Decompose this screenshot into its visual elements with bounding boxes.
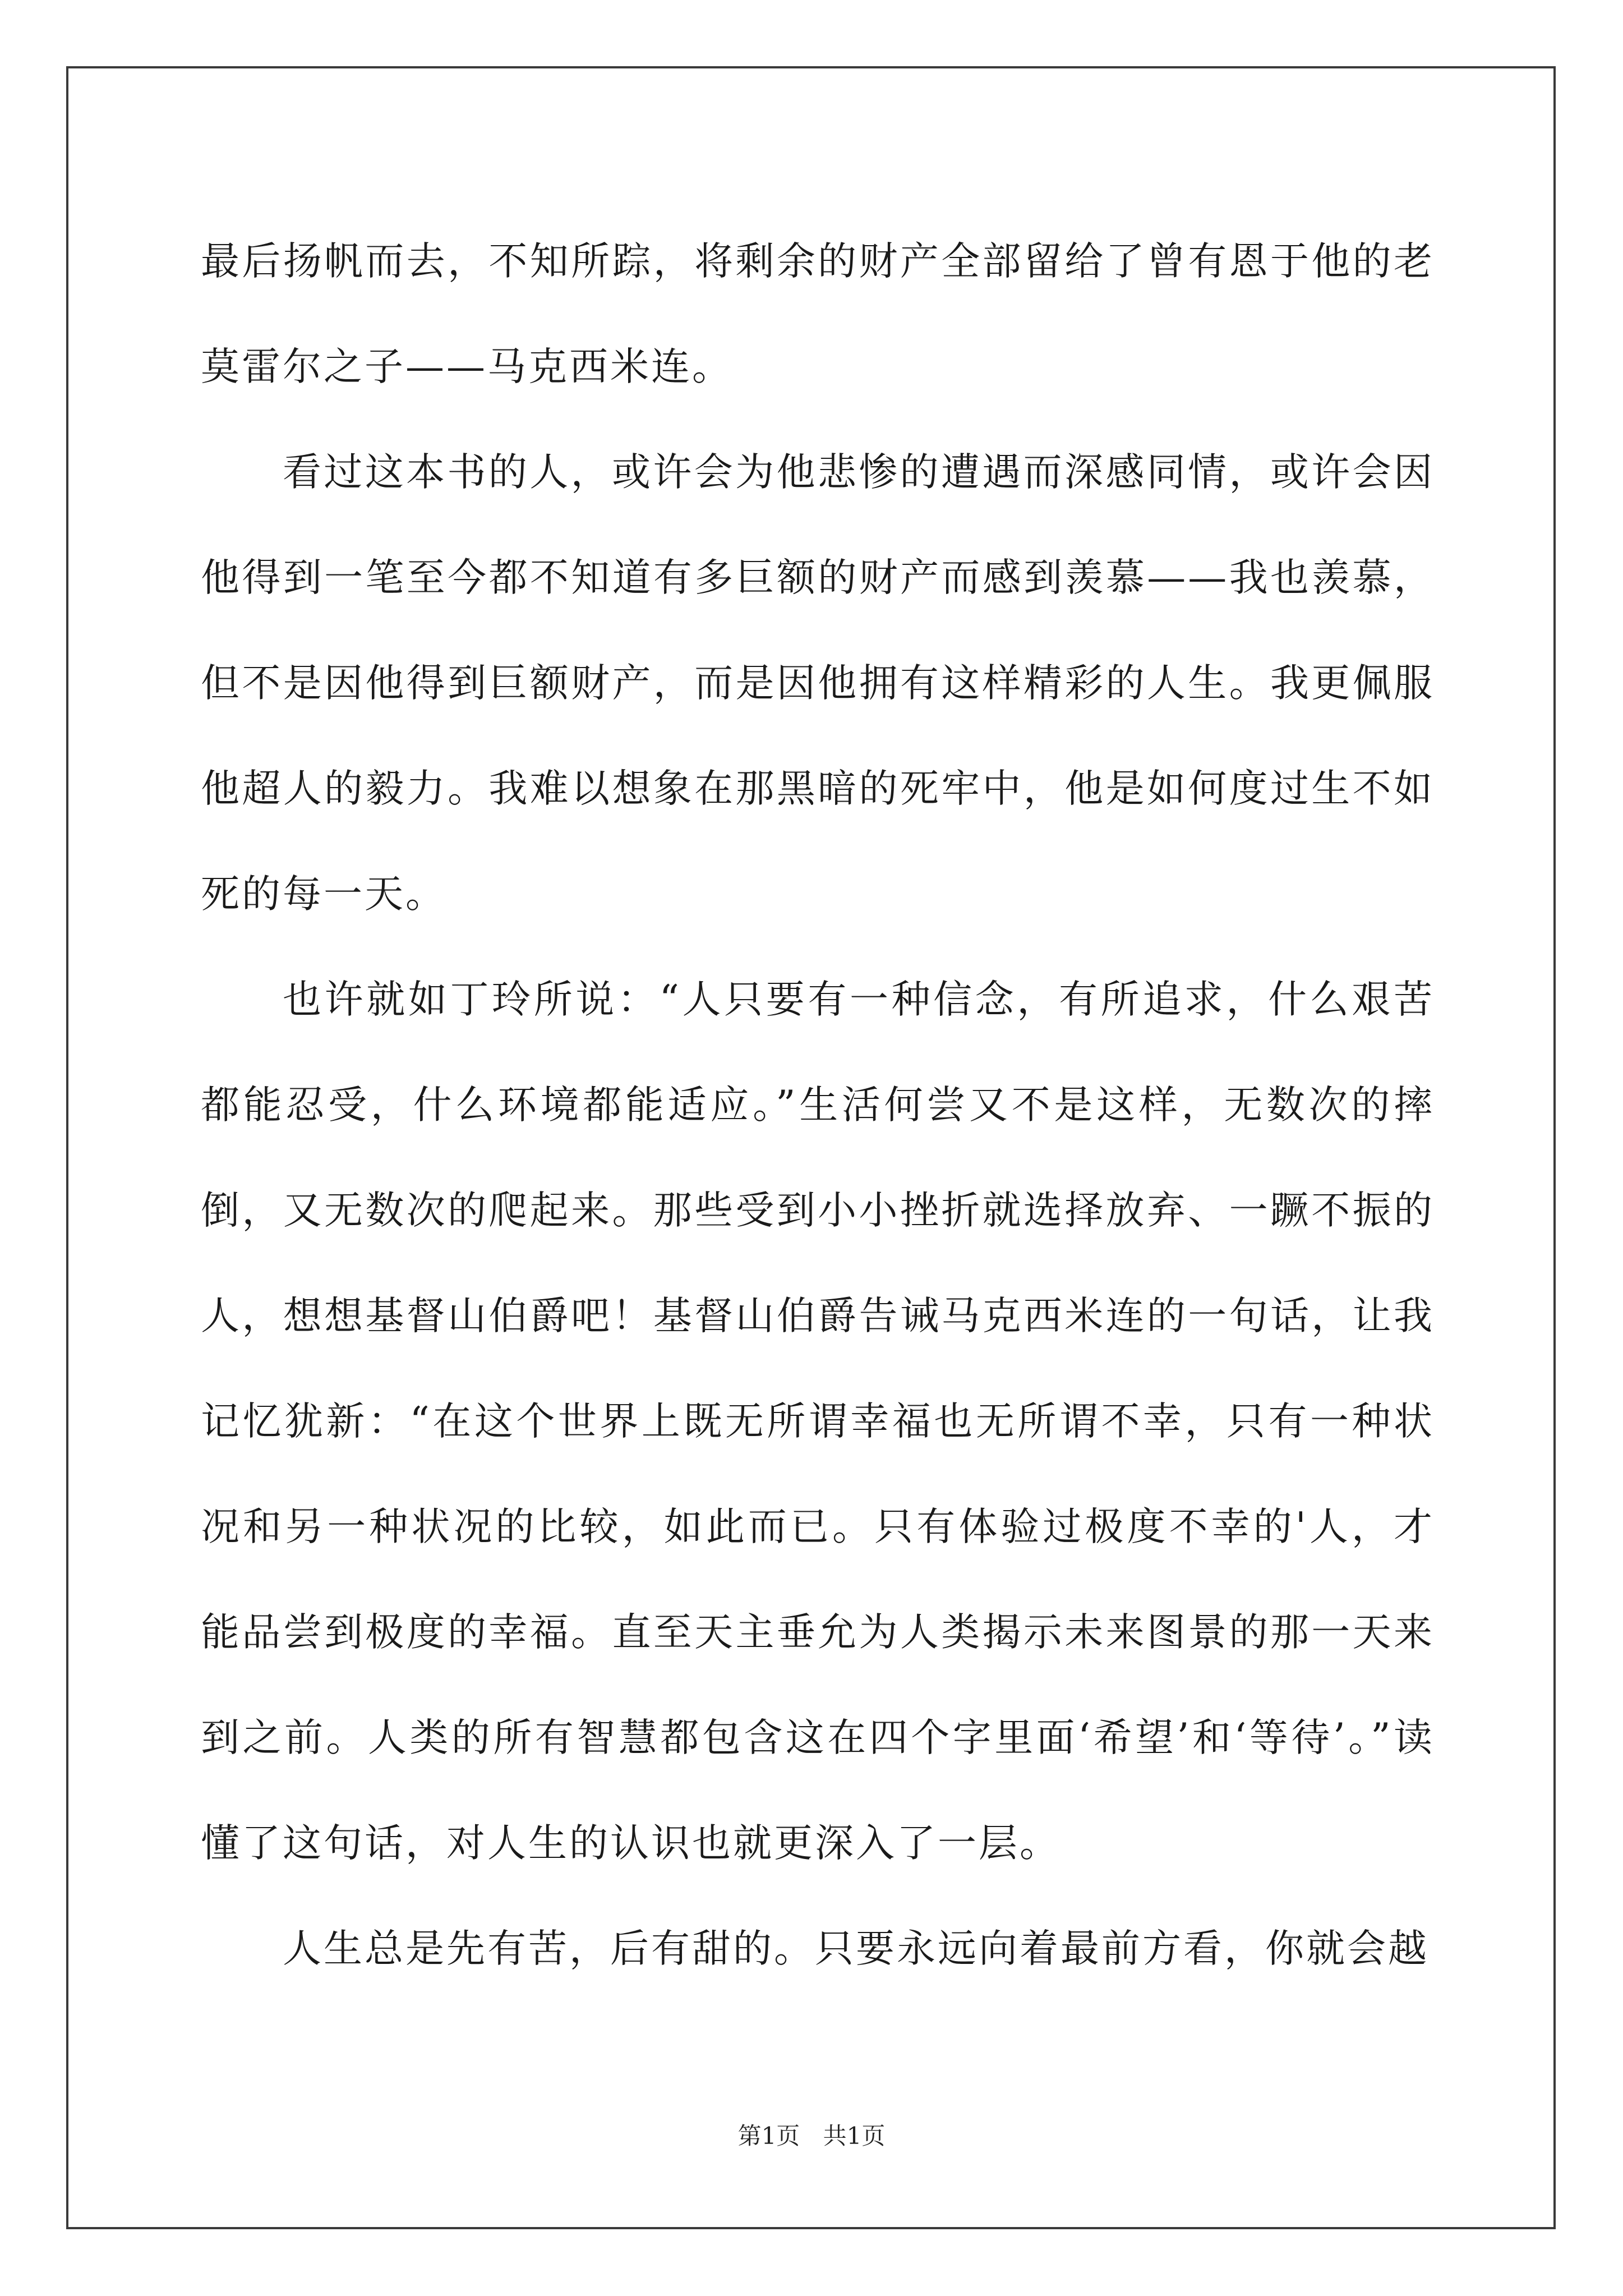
page-number-current: 第1页 xyxy=(737,2122,800,2150)
page-number-total: 共1页 xyxy=(823,2122,886,2150)
paragraph-2: 看过这本书的人，或许会为他悲惨的遭遇而深感同情，或许会因他得到一笔至今都不知道有多巨额的财产而感到羡慕——我也羡慕，但不是因他得到巨额财产，而是因他拥有这样精彩的人生。我更佩服他超人的毅力。我难以想象在那黑暗的死牢中，他是如何度过生不如死的每一天。 xyxy=(201,450,1435,917)
document-body xyxy=(201,209,1435,2001)
paragraph-4: 人生总是先有苦，后有甜的。只要永远向着最前方看，你就会越 xyxy=(283,1926,1429,1971)
paragraph-3: 也许就如丁玲所说：“人只要有一种信念，有所追求，什么艰苦都能忍受，什么环境都能适应。”生活何尝又不是这样，无数次的摔倒，又无数次的爬起来。那些受到小小挫折就选择放弃、一蹶不振的人，想想基督山伯爵吧！基督山伯爵告诫马克西米连的一句话，让我记忆犹新：“在这个世界上既无所谓幸福也无所谓不幸，只有一种状况和另一种状况的比较，如此而已。只有体验过极度不幸的'人，才能品尝到极度的幸福。直至天主垂允为人类揭示未来图景的那一天来到之前。人类的所有智慧都包含这在四个字里面‘希望’和‘等待’。”读懂了这句话，对人生的认识也就更深入了一层。 xyxy=(201,977,1435,1866)
page-footer xyxy=(0,2120,1623,2152)
paragraph-1: 最后扬帆而去，不知所踪，将剩余的财产全部留给了曾有恩于他的老莫雷尔之子——马克西米连。 xyxy=(201,239,1435,389)
